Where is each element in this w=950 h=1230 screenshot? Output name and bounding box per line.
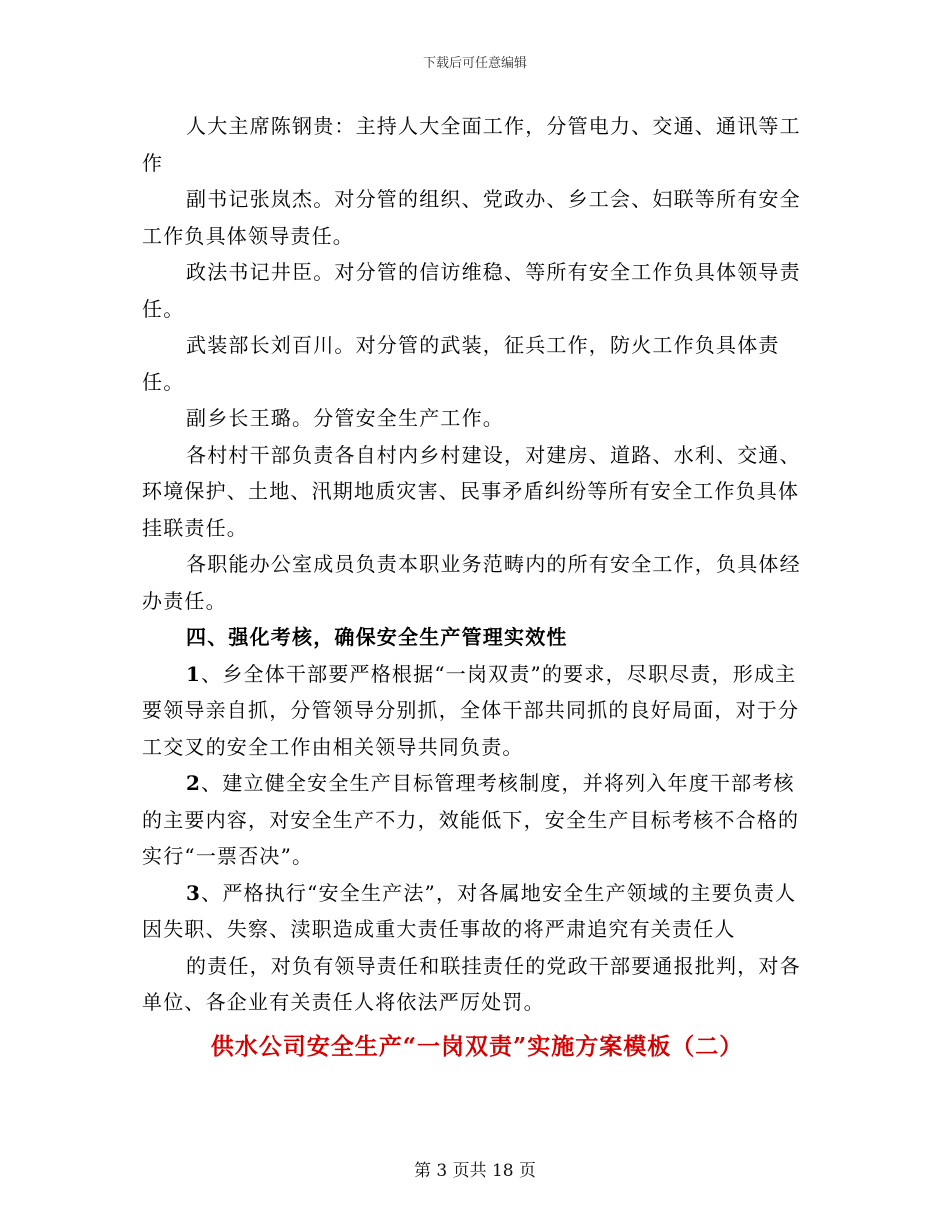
list-item-number: 1 (186, 661, 202, 686)
paragraph-armed-forces-minister: 武装部长刘百川。对分管的武装，征兵工作，防火工作负具体责任。 (142, 333, 780, 394)
paragraph-deputy-secretary: 副书记张岚杰。对分管的组织、党政办、乡工会、妇联等所有安全工作负具体领导责任。 (142, 187, 801, 248)
document-body (142, 108, 812, 1065)
paragraph-renda-chairman: 人大主席陈钢贵：主持人大全面工作，分管电力、交通、通讯等工作 (142, 114, 801, 175)
list-item-text: 、建立健全安全生产目标管理考核制度，并将列入年度干部考核的主要内容，对安全生产不力，效能低下，安全生产目标考核不合格的实行“一票否决”。 (142, 771, 800, 868)
list-item-number: 3 (186, 880, 202, 905)
list-item-number: 2 (186, 771, 202, 795)
document-title: 供水公司安全生产“一岗双责”实施方案模板（二） (210, 1032, 744, 1060)
page-footer: 第 3 页共 18 页 (413, 1161, 537, 1181)
list-item-3 (142, 875, 812, 948)
paragraph-continuation: 的责任，对负有领导责任和联挂责任的党政干部要通报批判，对各单位、各企业有关责任人将依法严厉处罚。 (142, 953, 801, 1014)
paragraph-functional-offices: 各职能办公室成员负责本职业务范畴内的所有安全工作，负具体经办责任。 (142, 552, 801, 613)
list-item-text: 、严格执行“安全生产法”，对各属地安全生产领域的主要负责人因失职、失察、渎职造成重大责任事故的将严肃追究有关责任人 (142, 880, 797, 941)
list-item-2 (142, 765, 812, 875)
paragraph-deputy-township-head: 副乡长王璐。分管安全生产工作。 (186, 406, 504, 430)
list-item-1 (142, 656, 812, 766)
page-header: 下载后可任意编辑 (422, 56, 527, 71)
section-heading: 四、强化考核，确保安全生产管理实效性 (186, 625, 568, 649)
list-item-text: 、乡全体干部要严格根据“一岗双责”的要求，尽职尽责，形成主要领导亲自抓，分管领导分别抓，全体干部共同抓的良好局面，对于分工交叉的安全工作由相关领导共同负责。 (142, 661, 800, 759)
paragraph-political-legal-secretary: 政法书记井臣。对分管的信访维稳、等所有安全工作负具体领导责任。 (142, 260, 801, 321)
paragraph-village-cadres: 各村村干部负责各自村内乡村建设，对建房、道路、水利、交通、环境保护、土地、汛期地质灾害、民事矛盾纠纷等所有安全工作负具体挂联责任。 (142, 442, 801, 540)
